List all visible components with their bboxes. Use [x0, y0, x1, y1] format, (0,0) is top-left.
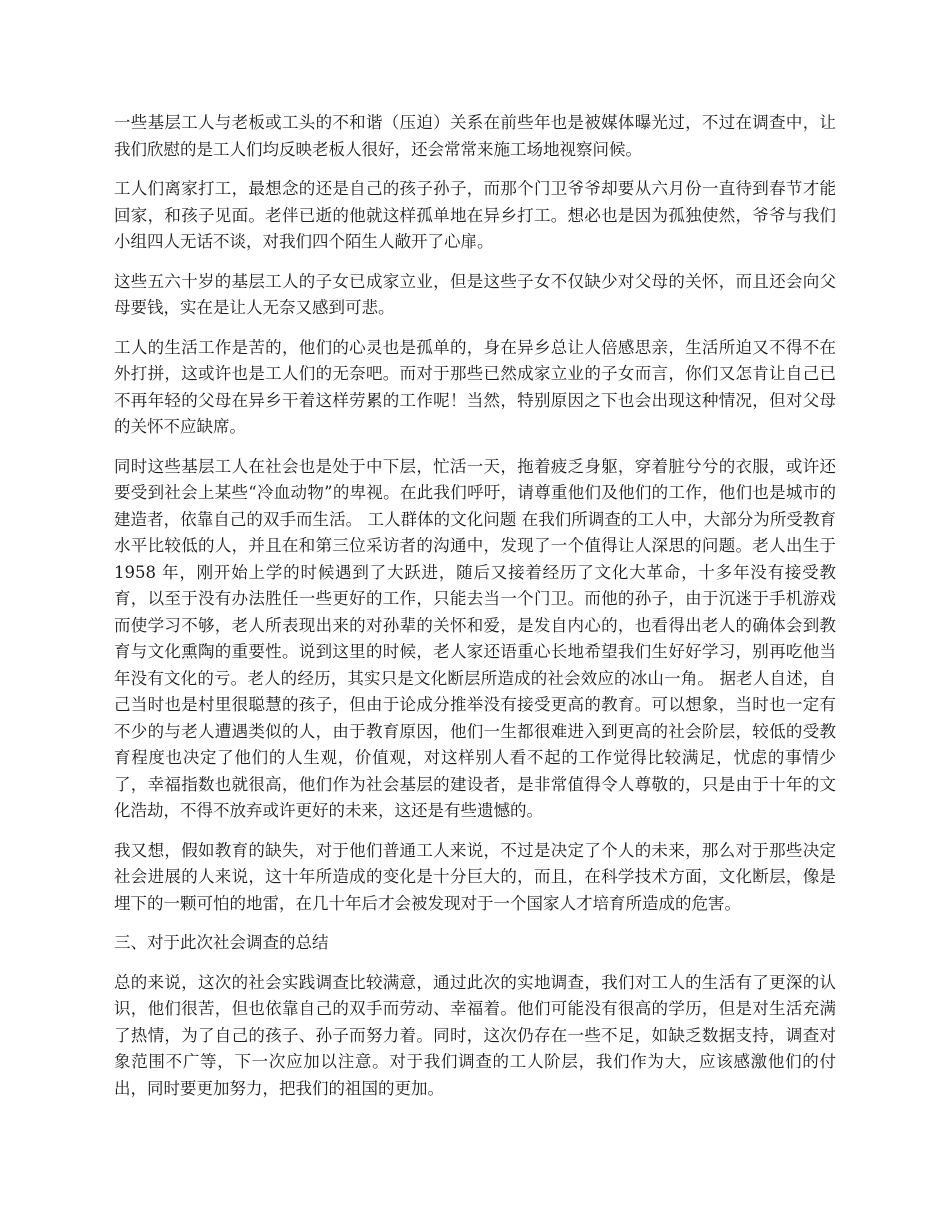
paragraph-employer-relations: 一些基层工人与老板或工头的不和谐（压迫）关系在前些年也是被媒体曝光过，不过在调查中，让我们欣慰的是工人们均反映老板人很好，还会常常来施工场地视察问候。 — [114, 113, 836, 159]
paragraph-hard-life: 工人的生活工作是苦的，他们的心灵也是孤单的，身在异乡总让人倍感思亲，生活所迫又不得不在外打拼，这或许也是工人们的无奈吧。而对于那些已然成家立业的子女而言，你们又怎肯让自己已不再年轻的父母在异乡干着这样劳累的工作呢！当然，特别原因之下也会出现这种情况，但对父母的关怀不应缺席。 — [114, 337, 836, 436]
paragraph-summary: 总的来说，这次的社会实践调查比较满意，通过此次的实地调查，我们对工人的生活有了更深的认识，他们很苦，但也依靠自己的双手而劳动、幸福着。他们可能没有很高的学历，但是对生活充满了热情，为了自己的孩子、孙子而努力着。同时，这次仍存在一些不足，如缺乏数据支持，调查对象范围不广等，下一次应加以注意。对于我们调查的工人阶层，我们作为大，应该感激他们的付出，同时要更加努力，把我们的祖国的更加。 — [114, 972, 836, 1098]
document-body — [114, 110, 836, 1115]
paragraph-missing-family: 工人们离家打工，最想念的还是自己的孩子孙子，而那个门卫爷爷却要从六月份一直待到春节才能回家，和孩子见面。老伴已逝的他就这样孤单地在异乡打工。想必也是因为孤独使然，爷爷与我们小组四人无话不谈，对我们四个陌生人敞开了心扉。 — [114, 179, 836, 251]
paragraph-culture-issue: 同时这些基层工人在社会也是处于中下层，忙活一天，拖着疲乏身躯，穿着脏兮兮的衣服，或许还要受到社会上某些“冷血动物”的卑视。在此我们呼吁，请尊重他们及他们的工作，他们也是城市的建造者，依靠自己的双手而生活。 工人群体的文化问题 在我们所调查的工人中，大部分为所受教育水平比较低的人，并且在和第三位采访者的沟通中，发现了一个值得让人深思的问题。老人出生于 1958 年，刚开始上学的时候遇到了大跃进，随后又接着经历了文化大革命，十多年没有接受教育，以至于没有办法胜任一些更好的工作，只能去当一个门卫。而他的孙子，由于沉迷于手机游戏而使学习不够，老人所表现出来的对孙辈的关怀和爱，是发自内心的，也看得出老人的确体会到教育与文化熏陶的重要性。说到这里的时候，老人家还语重心长地希望我们生好好学习，别再吃他当年没有文化的亏。老人的经历，其实只是文化断层所造成的社会效应的冰山一角。 据老人自述，自己当时也是村里很聪慧的孩子，但由于论成分推举没有接受更高的教育。可以想象，当时也一定有不少的与老人遭遇类似的人，由于教育原因，他们一生都很难进入到更高的社会阶层，较低的受教育程度也决定了他们的人生观，价值观，对这样别人看不起的工作觉得比较满足，忧虑的事情少了，幸福指数也就很高，他们作为社会基层的建设者，是非常值得令人尊敬的，只是由于十年的文化浩劫，不得不放弃或许更好的未来，这还是有些遗憾的。 — [114, 456, 836, 820]
section-heading-summary: 三、对于此次社会调查的总结 — [114, 933, 329, 952]
paragraph-education-gap: 我又想，假如教育的缺失，对于他们普通工人来说，不过是决定了个人的未来，那么对于那些决定社会进展的人来说，这十年所造成的变化是十分巨大的，而且，在科学技术方面，文化断层，像是埋下的一颗可怕的地雷，在几十年后才会被发现对于一个国家人才培育所造成的危害。 — [114, 840, 836, 913]
paragraph-children: 这些五六十岁的基层工人的子女已成家立业，但是这些子女不仅缺少对父母的关怀，而且还会向父母要钱，实在是让人无奈又感到可悲。 — [114, 271, 836, 317]
